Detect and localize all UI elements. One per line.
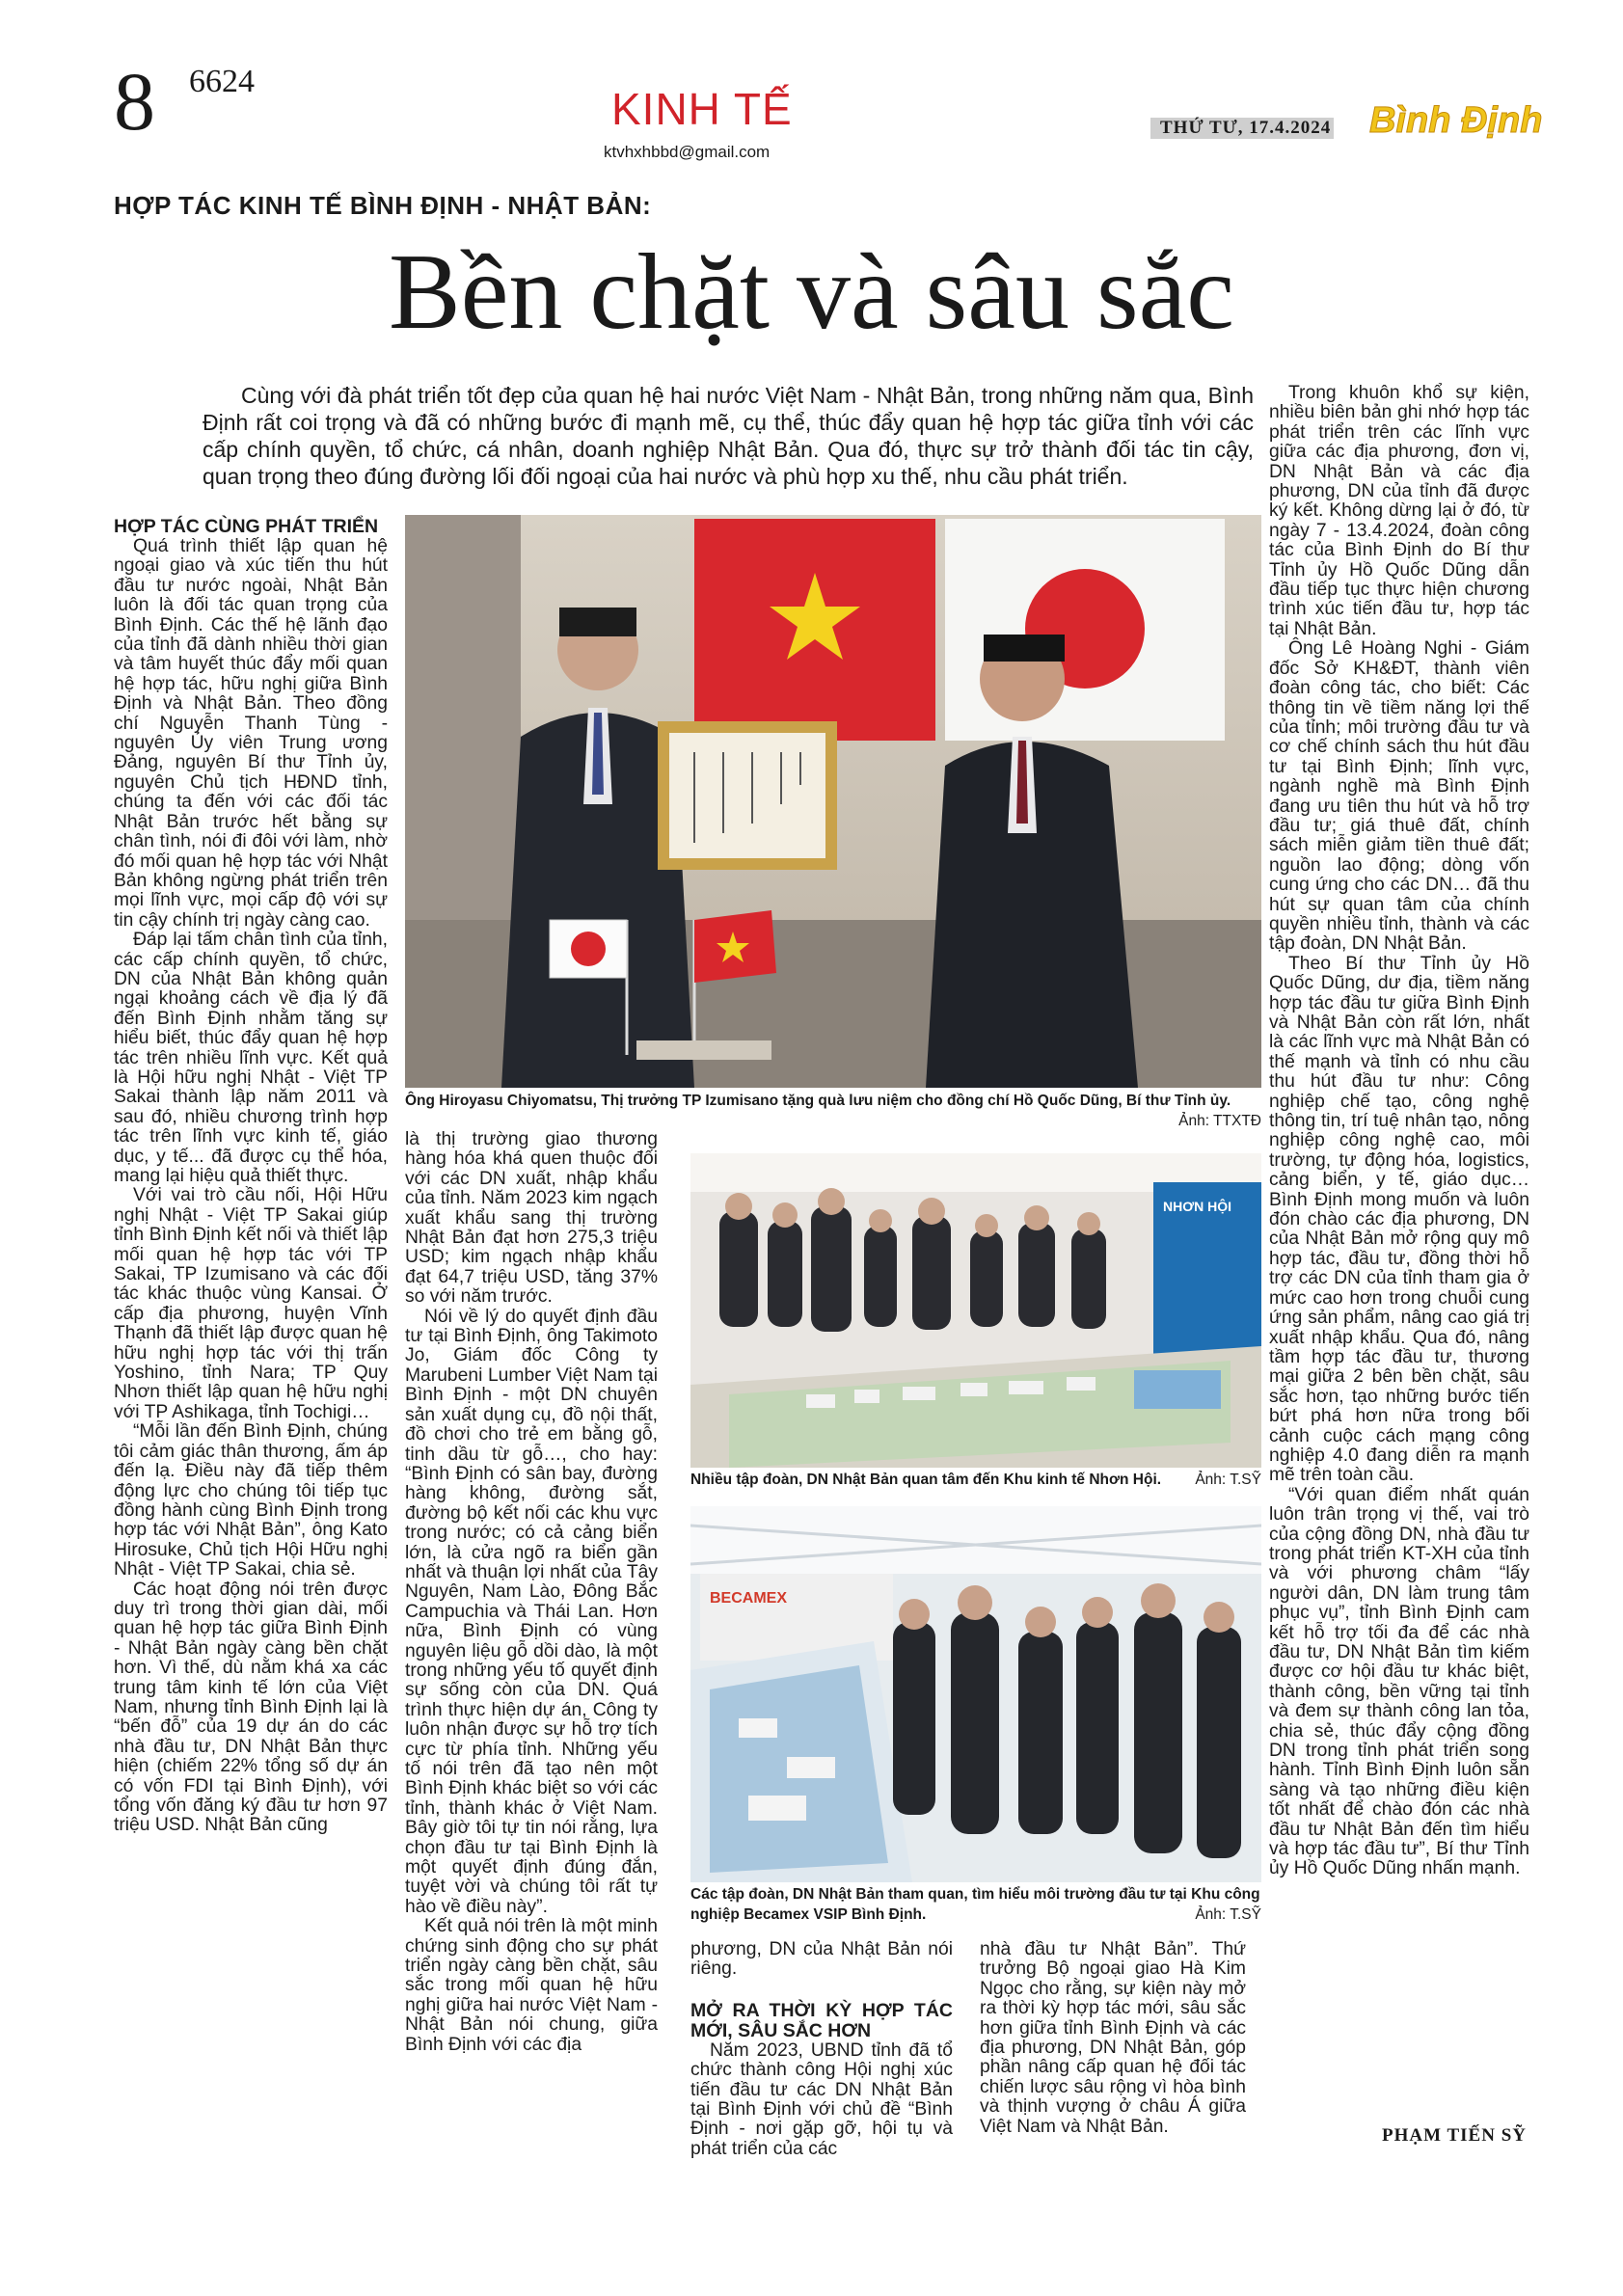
paragraph: “Mỗi lần đến Bình Định, chúng tôi cảm giác thân thương, ấm áp đến lạ. Điều này đã tiếp thêm động lực cho chúng tôi tiếp tục đồng hành cùng Bình Định trong hợp tác với Nhật Bản”, ông Kato Hirosuke, Chủ tịch Hội Hữu nghị Nhật - Việt TP Sakai, chia sẻ. bbox=[114, 1421, 388, 1580]
column-2 bbox=[405, 1130, 658, 2055]
masthead-logo: Bình Định bbox=[1369, 100, 1543, 141]
paragraph: phương, DN của Nhật Bản nói riêng. bbox=[690, 1939, 953, 1980]
paragraph: Với vai trò cầu nối, Hội Hữu nghị Nhật - Việt TP Sakai giúp tỉnh Bình Định kết nối và thiết lập mối quan hệ hợp tác với TP Sakai, TP Izumisano và các đối tác khác thuộc vùng Kansai. Ở cấp địa phương, huyện Vĩnh Thạnh đã thiết lập được quan hệ hữu nghị hợp tác với thị trấn Yoshino, tỉnh Nara; TP Quy Nhơn thiết lập quan hệ hữu nghị với TP Ashikaga, tỉnh Tochigi… bbox=[114, 1185, 388, 1422]
paragraph: “Với quan điểm nhất quán luôn trân trọng vị thế, vai trò của cộng đồng DN, nhà đầu tư trong phát triển KT-XH của tỉnh và với phương châm “lấy người dân, DN làm trung tâm phục vụ”, tỉnh Bình Định cam kết hỗ trợ tối đa để các nhà đầu tư, DN Nhật Bản tìm kiếm được cơ hội đầu tư khác biệt, thành công, bền vững tại tỉnh và đem sự thành công lan tỏa, chia sẻ, thúc đẩy cộng đồng DN trong tỉnh phát triển song hành. Tỉnh Bình Định luôn sẵn sàng và tạo những điều kiện tốt nhất để chào đón các nhà đầu tư Nhật Bản đến tìm hiểu và hợp tác đầu tư”, Bí thư Tỉnh ủy Hồ Quốc Dũng nhấn mạnh. bbox=[1269, 1484, 1529, 1879]
issue-number: 6624 bbox=[189, 64, 255, 99]
subhead-cooperation: HỢP TÁC CÙNG PHÁT TRIỂN bbox=[114, 516, 379, 537]
industrial-sign-text: BECAMEX bbox=[710, 1590, 788, 1607]
paragraph: Đáp lại tấm chân tình của tỉnh, các cấp chính quyền, tổ chức, DN của Nhật Bản không quản ngại khoảng cách về địa lý đã đến Bình Định nhằm tăng sự hiểu biết, thúc đẩy quan hệ hợp tác trên nhiều lĩnh vực. Kết quả là Hội hữu nghị Nhật - Việt TP Sakai thành lập năm 2011 và sau đó, nhiều chương trình hợp tác trên lĩnh vực kinh tế, giáo dục, y tế... đã được cụ thể hóa, mang lại hiệu quả thiết thực. bbox=[114, 930, 388, 1186]
caption-ceremony bbox=[405, 1091, 1261, 1131]
column-5 bbox=[1269, 384, 1529, 1879]
paragraph: Theo Bí thư Tỉnh ủy Hồ Quốc Dũng, dư địa, tiềm năng hợp tác đầu tư giữa Bình Định và Nhật Bản còn rất lớn, nhất là các lĩnh vực mà Nhật Bản có thế mạnh và tỉnh có nhu cầu thu hút đầu tư như: Công nghiệp chế tạo, công nghệ thông tin, trí tuệ nhân tạo, nông nghiệp công nghệ cao, môi trường, tự động hóa, logistics, cảng biển, y tế, giáo dục… Bình Định mong muốn và luôn đón chào các địa phương, DN của Nhật Bản mở rộng quy mô hợp tác, đầu tư, đồng thời hỗ trợ các DN của tỉnh tham gia ở mức cao hơn trong chuỗi cung ứng sản phẩm, nâng cao giá trị xuất nhập khẩu. Qua đó, nâng tầm hợp tác đầu tư, thương mại giữa 2 bên bền chặt, sâu sắc hơn, tạo những bước tiến bứt phá hơn nữa trong bối cảnh cuộc cách mạng công nghiệp 4.0 đang diễn ra mạnh mẽ trên toàn cầu. bbox=[1269, 953, 1529, 1486]
paragraph: Ông Lê Hoàng Nghi - Giám đốc Sở KH&ĐT, thành viên đoàn công tác, cho biết: Các thông tin về tiềm năng lợi thế của tỉnh; môi trường đầu tư và cơ chế chính sách thu hút đầu tư tại Bình Định; lĩnh vực, ngành nghề mà Bình Định đang ưu tiên thu hút và hỗ trợ đầu tư; giá thuê đất, chính sách miễn giảm tiền thuê đất; nguồn lao động; dòng vốn cung ứng cho các DN… đã thu hút sự quan tâm của chính quyền nhiều tỉnh, thành và các tập đoàn, DN Nhật Bản. bbox=[1269, 638, 1529, 955]
caption-exhibition-text: Nhiều tập đoàn, DN Nhật Bản quan tâm đến Khu kinh tế Nhơn Hội. bbox=[690, 1472, 1162, 1488]
photo-exhibition bbox=[690, 1153, 1261, 1468]
article-kicker: HỢP TÁC KINH TẾ BÌNH ĐỊNH - NHẬT BẢN: bbox=[114, 191, 652, 220]
subhead-new-era: MỞ RA THỜI KỲ HỢP TÁC MỚI, SÂU SẮC HƠN bbox=[690, 1999, 953, 2041]
section-email: ktvhxhbbd@gmail.com bbox=[604, 143, 771, 161]
paragraph: Quá trình thiết lập quan hệ ngoại giao và xúc tiến thu hút đầu tư nước ngoài, Nhật Bản luôn là đối tác quan trọng của Bình Định. Các thế hệ lãnh đạo của tỉnh đã dành nhiều thời gian và tâm huyết thúc đẩy mối quan hệ hợp tác, hữu nghị giữa Bình Định và Nhật Bản. Theo đồng chí Nguyễn Thanh Tùng - nguyên Ủy viên Trung ương Đảng, nguyên Bí thư Tỉnh ủy, nguyên Chủ tịch HĐND tỉnh, chúng ta đến với các đối tác Nhật Bản trước hết bằng sự chân tình, nói đi đôi với làm, nhờ đó mối quan hệ hợp tác với Nhật Bản không ngừng phát triển trên mọi lĩnh vực, mọi cấp độ với sự tin cậy chính trị ngày càng cao. bbox=[114, 536, 388, 931]
article-byline: PHẠM TIẾN SỸ bbox=[1382, 2125, 1527, 2146]
article-headline: Bền chặt và sâu sắc bbox=[389, 232, 1234, 352]
photo-ceremony bbox=[405, 515, 1261, 1088]
photo-ceremony-image bbox=[405, 515, 1261, 1088]
caption-industrial-park-text: Các tập đoàn, DN Nhật Bản tham quan, tìm hiểu môi trường đầu tư tại Khu công nghiệp Becamex VSIP Bình Định. bbox=[690, 1886, 1260, 1923]
issue-date: THỨ TƯ, 17.4.2024 bbox=[1160, 118, 1332, 138]
credit-exhibition: Ảnh: T.SỸ bbox=[1195, 1472, 1261, 1488]
article-sapo: Cùng với đà phát triển tốt đẹp của quan hệ hai nước Việt Nam - Nhật Bản, trong những năm qua, Bình Định rất coi trọng và đã có những bước đi mạnh mẽ, cụ thể, thúc đẩy quan hệ hợp tác giữa tỉnh với các cấp chính quyền, tổ chức, cá nhân, doanh nghiệp Nhật Bản. Qua đó, thực sự trở thành đối tác tin cậy, quan trọng theo đúng đường lối đối ngoại của hai nước và phù hợp xu thế, nhu cầu phát triển. bbox=[203, 383, 1254, 489]
column-1 bbox=[114, 517, 388, 1836]
photo-industrial-park bbox=[690, 1506, 1261, 1882]
column-3 bbox=[690, 1940, 953, 2159]
paragraph: Kết quả nói trên là một minh chứng sinh động cho sự phát triển ngày càng bền chặt, sâu sắc trong mối quan hệ hữu nghị giữa hai nước Việt Nam - Nhật Bản nói chung, giữa Bình Định với các địa bbox=[405, 1916, 658, 2055]
credit-ceremony: Ảnh: TTXTĐ bbox=[1178, 1113, 1261, 1129]
exhibition-sign-text: NHƠN HỘI bbox=[1163, 1199, 1232, 1214]
photo-industrial-park-image bbox=[690, 1506, 1261, 1882]
column-4 bbox=[980, 1940, 1246, 2137]
paragraph: Năm 2023, UBND tỉnh đã tổ chức thành công Hội nghị xúc tiến đầu tư các DN Nhật Bản tại Bình Định với chủ đề “Bình Định - nơi gặp gỡ, hội tụ và phát triển của các bbox=[690, 2039, 953, 2159]
caption-exhibition bbox=[690, 1470, 1261, 1490]
section-title: KINH TẾ bbox=[611, 84, 793, 134]
credit-industrial-park: Ảnh: T.SỸ bbox=[1195, 1906, 1261, 1923]
paragraph: là thị trường giao thương hàng hóa khá quen thuộc đối với các DN xuất, nhập khẩu của tỉnh. Năm 2023 kim ngạch xuất khẩu sang thị trường Nhật Bản đạt hơn 275,3 triệu USD; kim ngạch nhập khẩu đạt 64,7 triệu USD, tăng 37% so với năm trước. bbox=[405, 1129, 658, 1308]
caption-industrial-park bbox=[690, 1884, 1261, 1925]
caption-ceremony-text: Ông Hiroyasu Chiyomatsu, Thị trưởng TP Izumisano tặng quà lưu niệm cho đồng chí Hồ Quốc Dũng, Bí thư Tỉnh ủy. bbox=[405, 1093, 1231, 1109]
paragraph: Nói về lý do quyết định đầu tư tại Bình Định, ông Takimoto Jo, Giám đốc Công ty Marubeni Lumber Việt Nam tại Bình Định - một DN chuyên sản xuất dụng cụ, đồ nội thất, đồ chơi cho trẻ em bằng gỗ, tinh dầu từ gỗ…, cho hay: “Bình Định có sân bay, đường hàng không, đường sắt, đường bộ kết nối các khu vực trong nước; có cả cảng biển lớn, là cửa ngõ ra biển gần nhất và thuận lợi nhất của Tây Nguyên, Nam Lào, Đông Bắc Campuchia và Thái Lan. Hơn nữa, Bình Định có vùng nguyên liệu gỗ dồi dào, là một trong những yếu tố quyết định sự sống còn của DN. Quá trình thực hiện dự án, Công ty luôn nhận được sự hỗ trợ tích cực từ phía tỉnh. Những yếu tố nói trên đã tạo nên một Bình Định khác biệt so với các tỉnh, thành khác ở Việt Nam. Bây giờ tôi tự tin nói rằng, lựa chọn đầu tư tại Bình Định là một quyết định đúng đắn, tuyệt vời và chúng tôi rất tự hào về điều này”. bbox=[405, 1306, 658, 1917]
page-number: 8 bbox=[114, 55, 155, 148]
paragraph: nhà đầu tư Nhật Bản”. Thứ trưởng Bộ ngoại giao Hà Kim Ngọc cho rằng, sự kiện này mở ra thời kỳ hợp tác mới, sâu sắc hơn giữa tỉnh Bình Định và các địa phương, DN Nhật Bản, góp phần nâng cấp quan hệ đối tác chiến lược sâu rộng vì hòa bình và thịnh vượng ở châu Á giữa Việt Nam và Nhật Bản. bbox=[980, 1939, 1246, 2137]
paragraph: Trong khuôn khổ sự kiện, nhiều biên bản ghi nhớ hợp tác phát triển trên các lĩnh vực giữa các địa phương, đơn vị, DN Nhật Bản và các địa phương, DN của tỉnh đã được ký kết. Không dừng lại ở đó, từ ngày 7 - 13.4.2024, đoàn công tác của Bình Định do Bí thư Tỉnh ủy Hồ Quốc Dũng dẫn đầu tiếp tục thực hiện chương trình xúc tiến đầu tư, hợp tác tại Nhật Bản. bbox=[1269, 383, 1529, 639]
photo-exhibition-image bbox=[690, 1153, 1261, 1468]
paragraph: Các hoạt động nói trên được duy trì trong thời gian dài, mối quan hệ hợp tác giữa Bình Định - Nhật Bản ngày càng bền chặt hơn. Vì thế, dù nằm khá xa các trung tâm kinh tế lớn của Việt Nam, nhưng tỉnh Bình Định lại là “bến đỗ” của 19 dự án do các nhà đầu tư, DN Nhật Bản thực hiện (chiếm 22% tổng số dự án có vốn FDI tại Bình Định), với tổng vốn đăng ký đầu tư hơn 97 triệu USD. Nhật Bản cũng bbox=[114, 1579, 388, 1836]
